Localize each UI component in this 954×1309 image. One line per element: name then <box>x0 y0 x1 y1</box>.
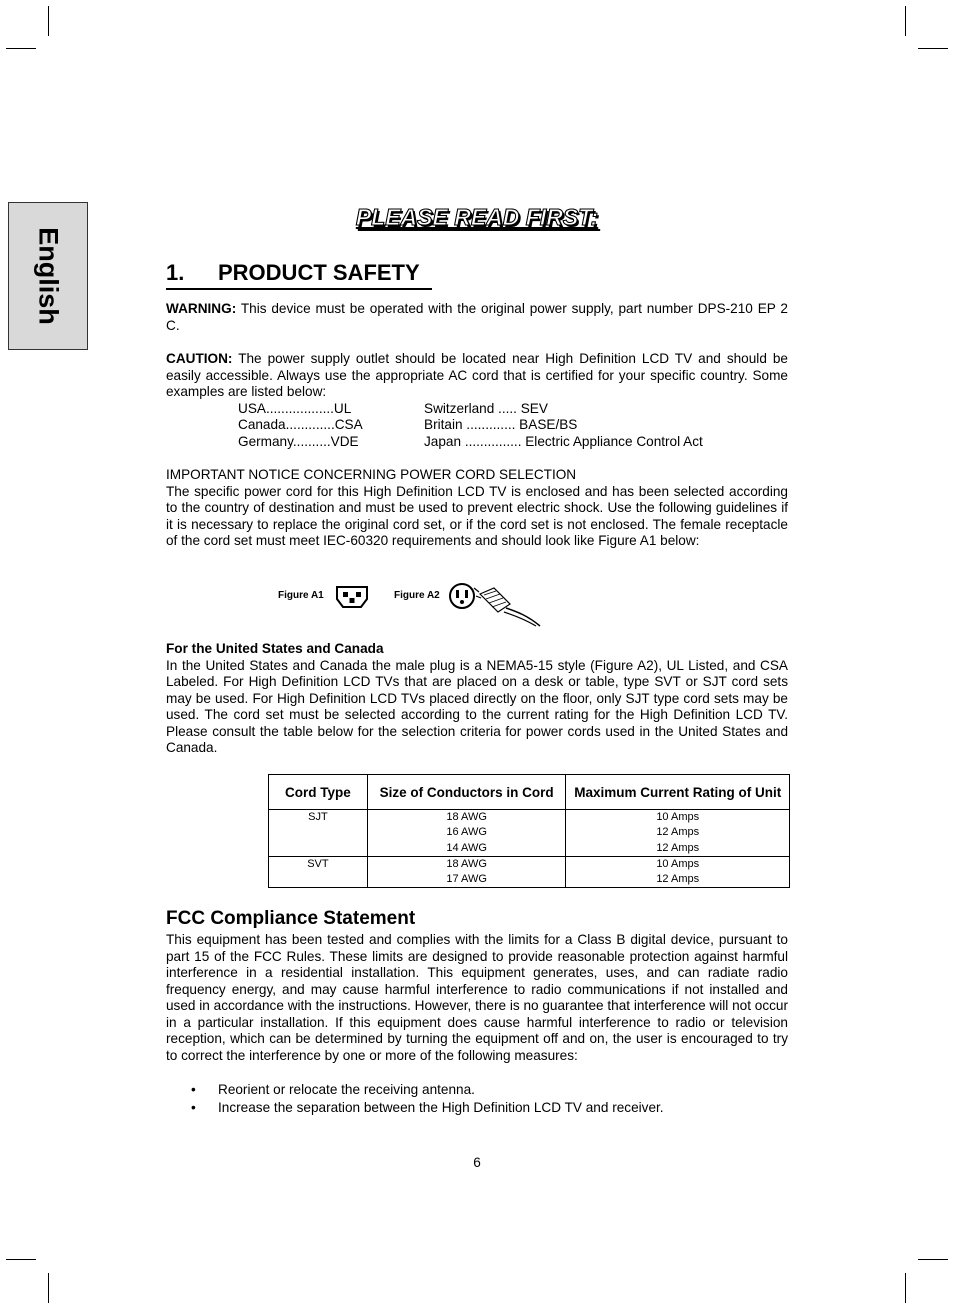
bullet-icon: • <box>191 1082 196 1097</box>
list-item-text: Increase the separation between the High Definition LCD TV and receiver. <box>218 1100 664 1115</box>
example-right-1: Switzerland ..... SEV <box>424 401 548 416</box>
section-title <box>166 260 432 290</box>
example-right-3: Japan ............... Electric Appliance Control Act <box>424 434 703 449</box>
warning-text: This device must be operated with the original power supply, part number DPS-210 EP 2 C. <box>166 301 788 333</box>
warning-label: WARNING: <box>166 301 237 316</box>
example-right-2: Britain ............. BASE/BS <box>424 417 578 432</box>
notice-text: The specific power cord for this High Definition LCD TV is enclosed and has been selected according to the country of destination and must be used to prevent electric shock. Use the following guidelines if it is necessary to replace the original cord set, or if the cord set is not enclosed. The female receptacle of the cord set must meet IEC-60320 requirements and should look like Figure A1 below: <box>166 483 788 548</box>
page-headline: PLEASE READ FIRST: <box>355 204 599 230</box>
fcc-paragraph: This equipment has been tested and complies with the limits for a Class B digital device, pursuant to part 15 of the FCC Rules. These limits are designed to provide reasonable protection against harmful interference in a residential installation. This equipment generates, uses, and can radiate radio frequency energy, and may cause harmful interference to radio communications if not installed and used in accordance with the instructions. However, there is no guarantee that interference will not occur in a particular installation. If this equipment does cause harmful interference to radio or television reception, which can be determined by turning the equipment off and on, the user is encouraged to try to correct the interference by one or more of the following measures: <box>166 932 788 1063</box>
language-tab-label: English <box>33 227 64 325</box>
table-header-cell: Cord Type <box>269 775 368 810</box>
cell-text: 14 AWG <box>446 841 487 854</box>
cell-text: 10 Amps <box>656 811 700 823</box>
table-row <box>269 810 790 857</box>
section-number: 1. <box>166 260 185 285</box>
bullet-icon: • <box>191 1100 196 1115</box>
crop-mark <box>6 48 36 49</box>
table-header-cell: Size of Conductors in Cord <box>367 775 566 810</box>
fcc-title: FCC Compliance Statement <box>166 908 416 929</box>
crop-mark <box>918 48 948 49</box>
crop-mark <box>905 6 906 36</box>
cell-text: 18 AWG <box>446 811 487 823</box>
list-item-text: Reorient or relocate the receiving antenna. <box>218 1082 475 1097</box>
table-header-row <box>269 775 790 810</box>
cell-text: 12 Amps <box>656 841 700 854</box>
page-number: 6 <box>473 1155 481 1170</box>
crop-mark <box>48 6 49 36</box>
notice-title: IMPORTANT NOTICE CONCERNING POWER CORD SELECTION <box>166 467 577 482</box>
cell-text: SJT <box>308 811 328 823</box>
figure-a1-label: Figure A1 <box>278 590 324 601</box>
us-canada-paragraph <box>166 641 788 757</box>
cell-text: SVT <box>307 857 329 870</box>
crop-mark <box>6 1259 36 1260</box>
cell-text: 18 AWG <box>446 857 487 870</box>
nema-plug-icon <box>448 582 544 628</box>
table-row <box>269 856 790 888</box>
table-cell-size <box>367 810 566 857</box>
notice-paragraph <box>166 467 788 550</box>
example-left-3: Germany..........VDE <box>238 434 359 449</box>
caution-paragraph <box>166 351 788 401</box>
table-cell-rating <box>566 856 790 888</box>
caution-text: The power supply outlet should be located near High Definition LCD TV and should be easily accessible. Always use the appropriate AC cord that is certified for your specific country. Some examples are listed below: <box>166 351 788 399</box>
cell-text: 17 AWG <box>446 873 487 886</box>
iec-receptacle-icon <box>334 584 370 610</box>
list-item <box>166 1081 788 1099</box>
table-cell-rating <box>566 810 790 857</box>
table-cell-size <box>367 856 566 888</box>
example-left-1: USA..................UL <box>238 401 352 416</box>
cell-text: 16 AWG <box>446 826 487 839</box>
fcc-measures-list <box>166 1081 788 1117</box>
section-title-text: PRODUCT SAFETY <box>218 260 420 285</box>
crop-mark <box>918 1259 948 1260</box>
crop-mark <box>48 1273 49 1303</box>
cell-text: 12 Amps <box>656 873 700 886</box>
table-cell-cord-type <box>269 810 368 857</box>
power-cord-table <box>268 774 790 888</box>
example-left-2: Canada.............CSA <box>238 417 363 432</box>
us-canada-title: For the United States and Canada <box>166 641 384 656</box>
cell-text: 10 Amps <box>656 857 700 870</box>
figure-a2-label: Figure A2 <box>394 590 440 601</box>
us-canada-text: In the United States and Canada the male plug is a NEMA5-15 style (Figure A2), UL Listed, and CSA Labeled. For High Definition LCD TVs that are placed on a desk or table, type SVT or SJT cord sets may be used. For High Definition LCD TVs placed directly on the floor, only SJT type cord sets may be used. The cord set must be selected according to the current rating for the High Definition LCD TV. Please consult the table below for the selection criteria for power cords used in the United States and Canada. <box>166 657 788 755</box>
list-item <box>166 1099 788 1117</box>
caution-label: CAUTION: <box>166 351 233 366</box>
cell-text: 12 Amps <box>656 826 700 839</box>
crop-mark <box>905 1273 906 1303</box>
warning-paragraph <box>166 301 788 334</box>
table-header-cell: Maximum Current Rating of Unit <box>566 775 790 810</box>
table-cell-cord-type <box>269 856 368 888</box>
